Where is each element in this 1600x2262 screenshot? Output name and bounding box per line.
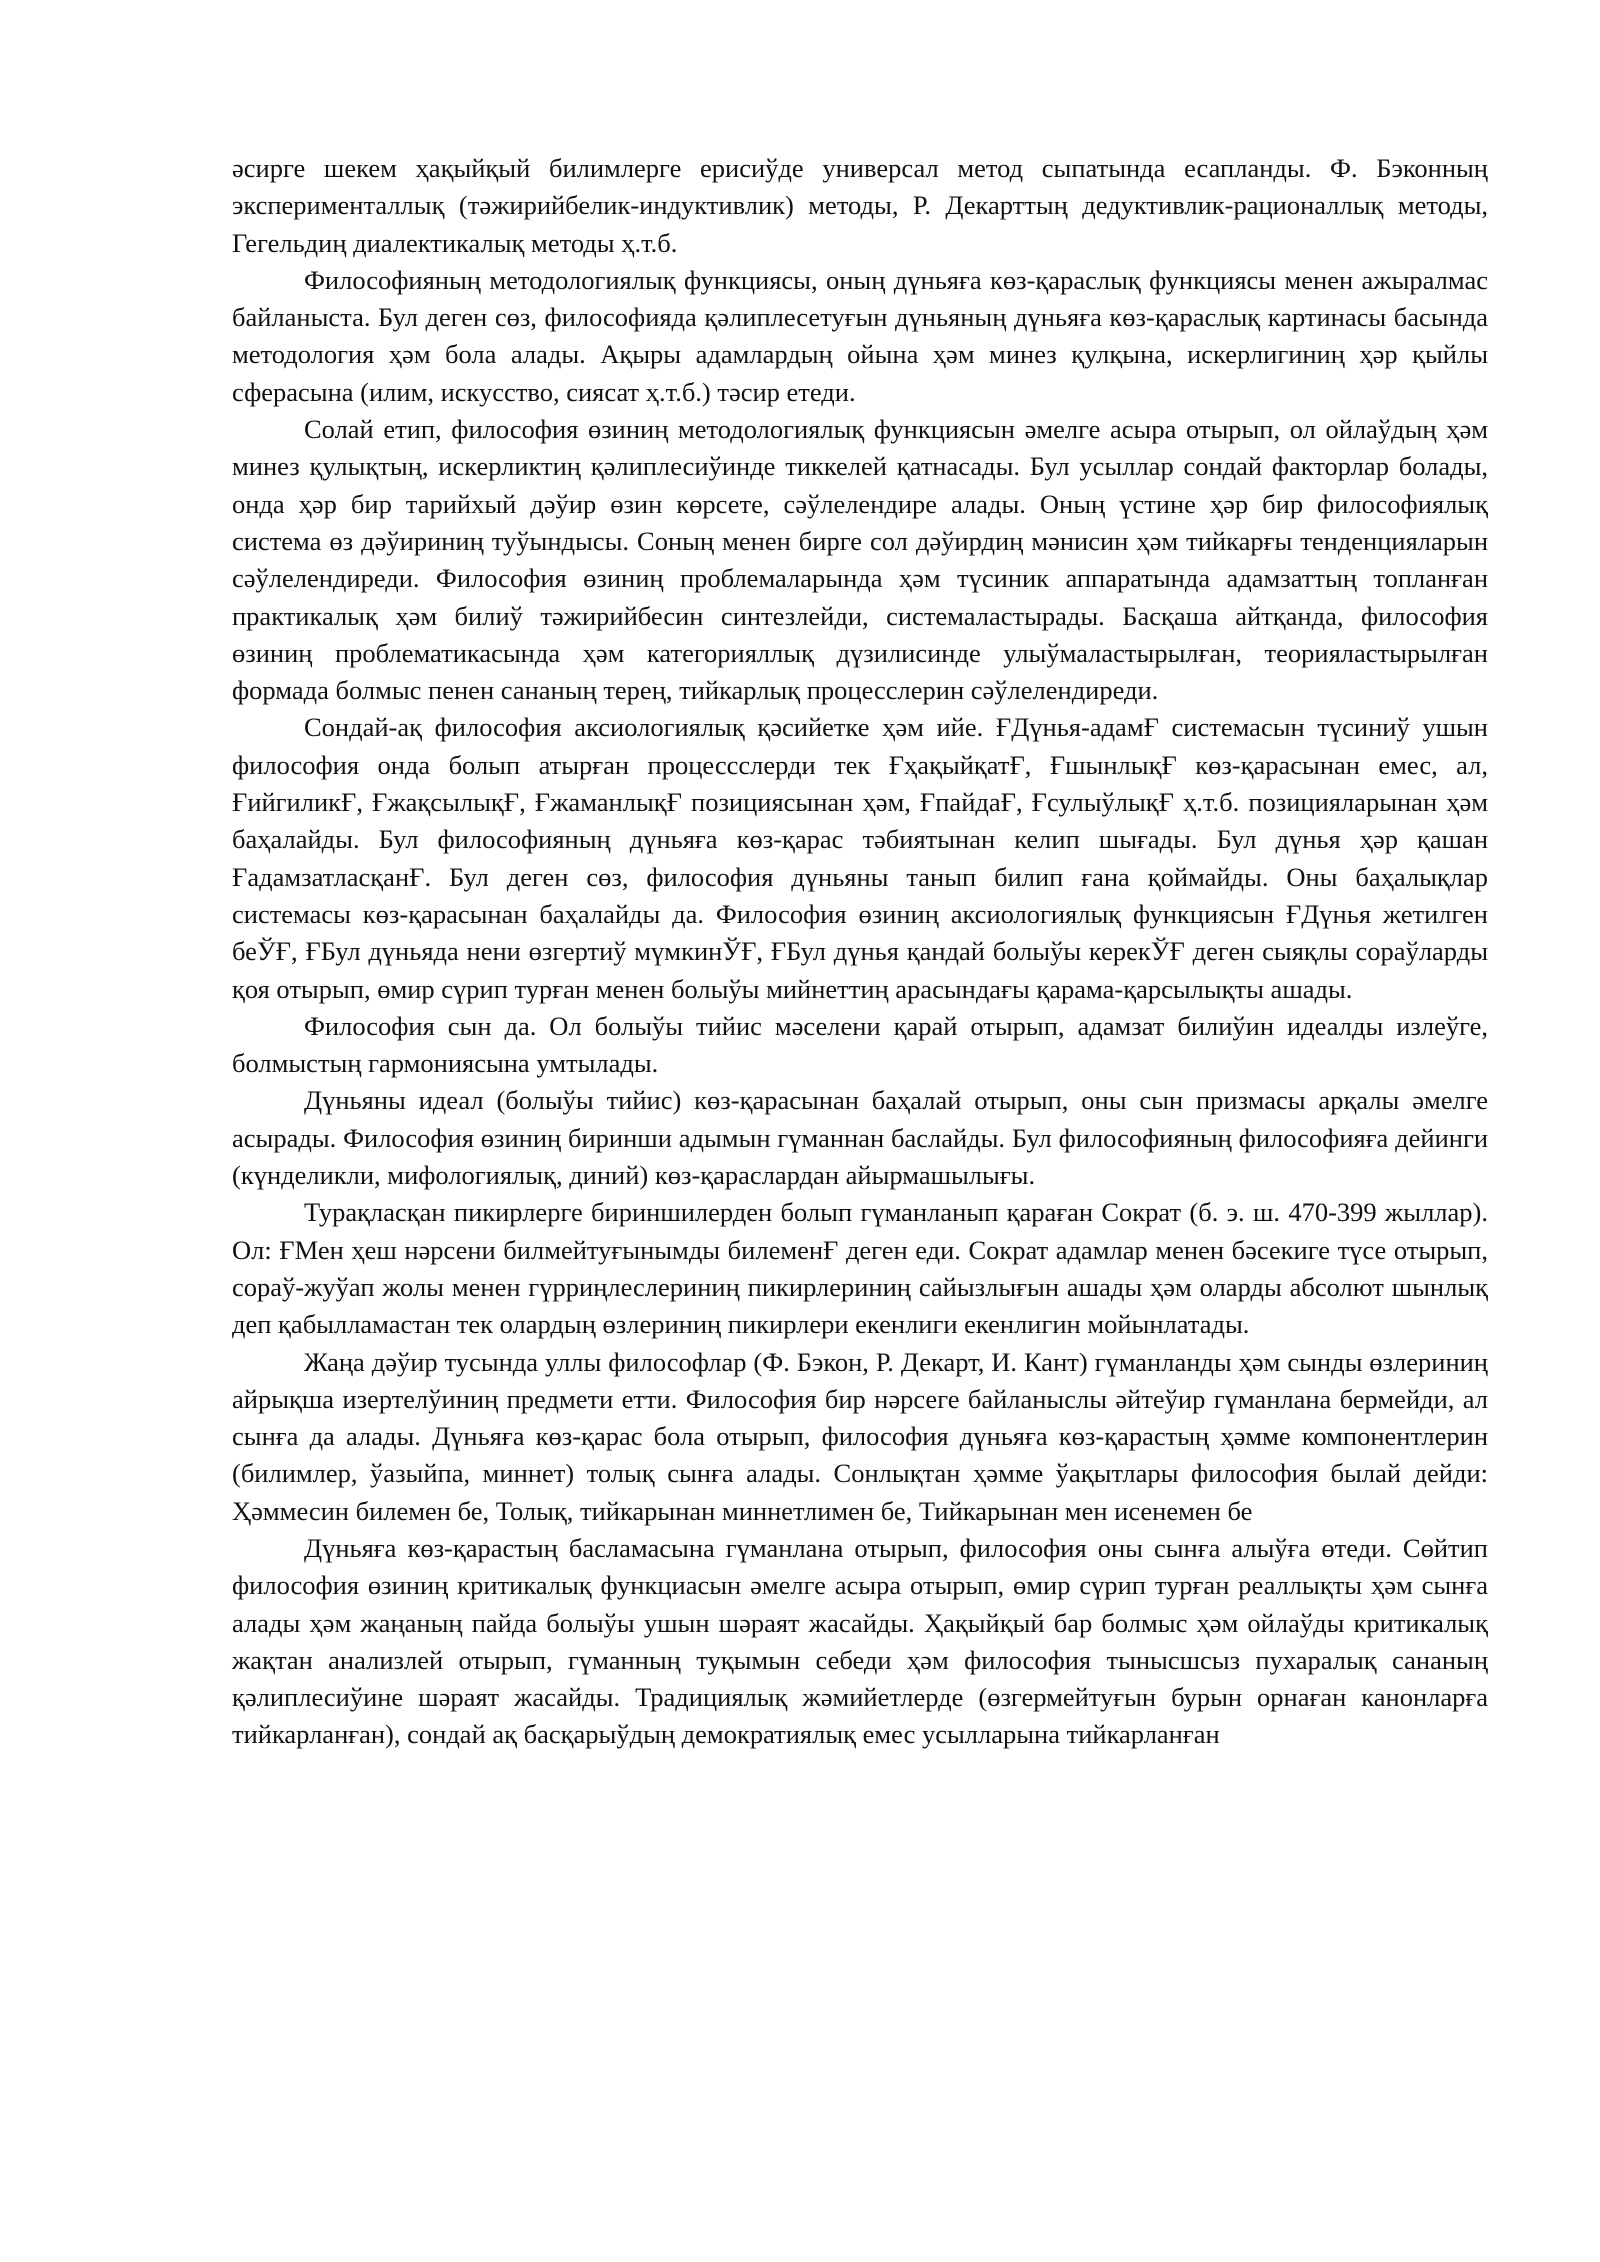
paragraph-2: Философияның методологиялық функциясы, оның дүньяға көз-қараслық функциясы менен ажыралмас байланыста. Бул деген сөз, философияда қәлиплесетуғын дүньяның дүньяға көз-қараслық картинасы басында методология ҳәм бола алады. Ақыры адамлардың ойына ҳәм минез қулқына, искерлигиниң ҳәр қыйлы сферасына (илим, искусство, сиясат ҳ.т.б.) тәсир етеди. [232,264,1488,407]
paragraph-5: Философия сын да. Ол болыўы тийис мәселени қарай отырып, адамзат билиўин идеалды излеўге, болмыстың гармониясына умтылады. [232,1010,1488,1079]
paragraph-3: Солай етип, философия өзиниң методологиялық функциясын әмелге асыра отырып, ол ойлаўдың ҳәм минез қулықтың, искерликтиң қәлиплесиўинде тиккелей қатнасады. Бул усыллар сондай факторлар болады, онда ҳәр бир тарийхый дәўир өзин көрсете, сәўлелендире алады. Оның үстине ҳәр бир философиялық система өз дәўириниң туўындысы. Соның менен бирге сол дәўирдиң мәнисин ҳәм тийкарғы тенденцияларын сәўлелендиреди. Философия өзиниң проблемаларында ҳәм түсиник аппаратында адамзаттың топланған практикалық ҳәм билиў тәжирийбесин синтезлейди, системаластырады. Басқаша айтқанда, философия өзиниң проблематикасында ҳәм категорияллық дүзилисинде улыўмаластырылған, теорияластырылған формада болмыс пенен сананың терең, тийкарлық процесслерин сәўлелендиреди. [232,414,1488,706]
paragraph-6: Дүньяны идеал (болыўы тийис) көз-қарасынан баҳалай отырып, оны сын призмасы арқалы әмелге асырады. Философия өзиниң биринши адымын гүманнан баслайды. Бул философияның философияға дейинги (күнделикли, мифологиялық, диний) көз-қараслардан айырмашылығы. [232,1085,1488,1191]
paragraph-4: Сондай-ақ философия аксиологиялық қәсийетке ҳәм ийе. ҒДүнья-адамҒ системасын түсиниў ушын философия онда болып атырған процессслерди тек ҒҳақыйқатҒ, ҒшынлықҒ көз-қарасынан емес, ал, ҒийгиликҒ, ҒжақсылықҒ, ҒжаманлықҒ позициясынан ҳәм, ҒпайдаҒ, ҒсулыўлықҒ ҳ.т.б. позицияларынан ҳәм баҳалайды. Бул философияның дүньяға көз-қарас тәбиятынан келип шығады. Бул дүнья ҳәр қашан ҒадамзатласқанҒ. Бул деген сөз, философия дүньяны танып билип ғана қоймайды. Оны баҳалықлар системасы көз-қарасынан баҳалайды да. Философия өзиниң аксиологиялық функциясын ҒДүнья жетилген беЎҒ, ҒБул дүньяда нени өзгертиў мүмкинЎҒ, ҒБул дүнья қандай болыўы керекЎҒ деген сыяқлы сораўларды қоя отырып, өмир сүрип турған менен болыўы мийнеттиң арасындағы қарама-қарсылықты ашады. [232,712,1488,1004]
paragraph-8: Жаңа дәўир тусында уллы философлар (Ф. Бэкон, Р. Декарт, И. Кант) гүманланды ҳәм сынды өзлериниң айрықша изертелўиниң предмети етти. Философия бир нәрсеге байланыслы әйтеўир гүманлана бермейди, ал сынға да алады. Дүньяға көз-қарас бола отырып, философия дүньяға көз-қарастың ҳәмме компонентлерин (билимлер, ўазыйпа, миннет) толық сынға алады. Сонлықтан ҳәмме ўақытлары философия былай дейди: Ҳәммесин билемен бе, Толық, тийкарынан миннетлимен бе, Тийкарынан мен исенемен бе [232,1346,1488,1526]
document-body [232,150,1488,1754]
paragraph-9: Дүньяға көз-қарастың басламасына гүманлана отырып, философия оны сынға алыўға өтеди. Сөйтип философия өзиниң критикалық функциасын әмелге асыра отырып, өмир сүрип турған реаллықты ҳәм сынға алады ҳәм жаңаның пайда болыўы ушын шәраят жасайды. Ҳақыйқый бар болмыс ҳәм ойлаўды критикалық жақтан анализлей отырып, гүманның туқымын себеди ҳәм философия тынысшсыз пухаралық сананың қәлиплесиўине шәраят жасайды. Традициялық жәмийетлерде (өзгермейтуғын бурын орнаған канонларға тийкарланған), сондай ақ басқарыўдың демократиялық емес усылларына тийкарланған [232,1532,1488,1750]
paragraph-1: әсирге шекем ҳақыйқый билимлерге ерисиўде универсал метод сыпатында есапланды. Ф. Бэконның эксперименталлық (тәжирийбелик-индуктивлик) методы, Р. Декарттың дедуктивлик-рационаллық методы, Гегельдиң диалектикалық методы ҳ.т.б. [232,153,1488,258]
paragraph-7: Турақласқан пикирлерге бириншилерден болып гүманланып қараған Сократ (б. э. ш. 470-399 жыллар). Ол: ҒМен ҳеш нәрсени билмейтуғынымды билеменҒ деген еди. Сократ адамлар менен бәсекиге түсе отырып, сораў-жуўап жолы менен гүрриңлеслериниң пикирлериниң сайызлығын ашады ҳәм оларды абсолют шынлық деп қабылламастан тек олардың өзлериниң пикирлери екенлиги екенлигин мойынлатады. [232,1197,1488,1340]
